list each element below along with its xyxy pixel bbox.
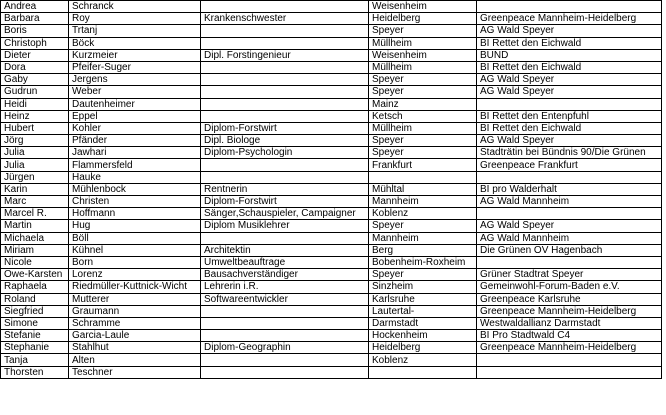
first-name-cell: Julia [1, 159, 69, 171]
table-row [1, 330, 662, 342]
table-row [1, 366, 662, 378]
last-name-cell: Hug [69, 220, 201, 232]
table-row [1, 354, 662, 366]
last-name-cell: Pfeifer-Suger [69, 61, 201, 73]
organization-cell: Stadträtin bei Bündnis 90/Die Grünen [477, 147, 662, 159]
profession-cell [201, 98, 369, 110]
profession-cell: Architektin [201, 244, 369, 256]
profession-cell [201, 61, 369, 73]
profession-cell [201, 159, 369, 171]
organization-cell: BI Pro Stadtwald C4 [477, 330, 662, 342]
city-cell: Speyer [369, 147, 477, 159]
city-cell: Koblenz [369, 208, 477, 220]
first-name-cell: Jürgen [1, 171, 69, 183]
profession-cell: Dipl. Biologe [201, 135, 369, 147]
last-name-cell: Christen [69, 196, 201, 208]
organization-cell: BI Rettet den Entenpfuhl [477, 110, 662, 122]
table-row [1, 110, 662, 122]
table-row [1, 25, 662, 37]
last-name-cell: Born [69, 256, 201, 268]
last-name-cell: Alten [69, 354, 201, 366]
last-name-cell: Stahlhut [69, 342, 201, 354]
first-name-cell: Julia [1, 147, 69, 159]
organization-cell [477, 366, 662, 378]
profession-cell: Bausachverständiger [201, 269, 369, 281]
profession-cell [201, 171, 369, 183]
profession-cell: Krankenschwester [201, 13, 369, 25]
last-name-cell: Garcia-Laule [69, 330, 201, 342]
city-cell: Speyer [369, 220, 477, 232]
profession-cell: Diplom Musiklehrer [201, 220, 369, 232]
last-name-cell: Eppel [69, 110, 201, 122]
city-cell: Speyer [369, 74, 477, 86]
table-row [1, 86, 662, 98]
organization-cell [477, 256, 662, 268]
first-name-cell: Miriam [1, 244, 69, 256]
first-name-cell: Heidi [1, 98, 69, 110]
last-name-cell: Mutterer [69, 293, 201, 305]
last-name-cell: Böck [69, 37, 201, 49]
first-name-cell: Stephanie [1, 342, 69, 354]
city-cell: Speyer [369, 86, 477, 98]
table-row [1, 74, 662, 86]
table-row [1, 37, 662, 49]
organization-cell: BI Rettet den Eichwald [477, 37, 662, 49]
profession-cell [201, 317, 369, 329]
table-row [1, 122, 662, 134]
city-cell: Darmstadt [369, 317, 477, 329]
last-name-cell: Jawhari [69, 147, 201, 159]
first-name-cell: Michaela [1, 232, 69, 244]
table-row [1, 208, 662, 220]
last-name-cell: Kohler [69, 122, 201, 134]
table-row [1, 147, 662, 159]
profession-cell: Umweltbeauftrage [201, 256, 369, 268]
table-row [1, 305, 662, 317]
first-name-cell: Marcel R. [1, 208, 69, 220]
organization-cell: AG Wald Speyer [477, 135, 662, 147]
table-row [1, 281, 662, 293]
city-cell: Berg [369, 244, 477, 256]
table-row [1, 49, 662, 61]
last-name-cell: Hauke [69, 171, 201, 183]
organization-cell: Grüner Stadtrat Speyer [477, 269, 662, 281]
city-cell: Sinzheim [369, 281, 477, 293]
organization-cell: Greenpeace Mannheim-Heidelberg [477, 13, 662, 25]
profession-cell: Rentnerin [201, 183, 369, 195]
first-name-cell: Dieter [1, 49, 69, 61]
profession-cell [201, 366, 369, 378]
last-name-cell: Hoffmann [69, 208, 201, 220]
first-name-cell: Hubert [1, 122, 69, 134]
first-name-cell: Simone [1, 317, 69, 329]
organization-cell [477, 1, 662, 13]
last-name-cell: Pfänder [69, 135, 201, 147]
table-row [1, 196, 662, 208]
organization-cell: Gemeinwohl-Forum-Baden e.V. [477, 281, 662, 293]
table-body [1, 1, 662, 379]
city-cell: Ketsch [369, 110, 477, 122]
city-cell: Speyer [369, 25, 477, 37]
city-cell: Mannheim [369, 196, 477, 208]
table-row [1, 244, 662, 256]
city-cell: Lautertal- [369, 305, 477, 317]
last-name-cell: Lorenz [69, 269, 201, 281]
city-cell [369, 171, 477, 183]
city-cell: Frankfurt [369, 159, 477, 171]
organization-cell [477, 171, 662, 183]
first-name-cell: Nicole [1, 256, 69, 268]
organization-cell: Greenpeace Mannheim-Heidelberg [477, 342, 662, 354]
city-cell: Karlsruhe [369, 293, 477, 305]
last-name-cell: Kühnel [69, 244, 201, 256]
profession-cell: Sänger,Schauspieler, Campaigner [201, 208, 369, 220]
last-name-cell: Teschner [69, 366, 201, 378]
table-row [1, 232, 662, 244]
first-name-cell: Owe-Karsten [1, 269, 69, 281]
organization-cell [477, 354, 662, 366]
city-cell: Müllheim [369, 122, 477, 134]
last-name-cell: Weber [69, 86, 201, 98]
table-row [1, 293, 662, 305]
last-name-cell: Trtanj [69, 25, 201, 37]
profession-cell: Diplom-Psychologin [201, 147, 369, 159]
table-row [1, 1, 662, 13]
first-name-cell: Siegfried [1, 305, 69, 317]
city-cell: Heidelberg [369, 342, 477, 354]
city-cell: Weisenheim [369, 49, 477, 61]
profession-cell [201, 74, 369, 86]
organization-cell: AG Wald Speyer [477, 86, 662, 98]
organization-cell: Westwaldallianz Darmstadt [477, 317, 662, 329]
organization-cell: AG Wald Speyer [477, 220, 662, 232]
profession-cell [201, 25, 369, 37]
first-name-cell: Christoph [1, 37, 69, 49]
profession-cell [201, 1, 369, 13]
profession-cell [201, 37, 369, 49]
first-name-cell: Stefanie [1, 330, 69, 342]
first-name-cell: Dora [1, 61, 69, 73]
first-name-cell: Gudrun [1, 86, 69, 98]
table-row [1, 317, 662, 329]
city-cell: Speyer [369, 135, 477, 147]
last-name-cell: Riedmüller-Kuttnick-Wicht [69, 281, 201, 293]
city-cell: Mühltal [369, 183, 477, 195]
table-row [1, 135, 662, 147]
organization-cell: BI Rettet den Eichwald [477, 122, 662, 134]
table-row [1, 98, 662, 110]
profession-cell [201, 354, 369, 366]
first-name-cell: Gaby [1, 74, 69, 86]
last-name-cell: Schranck [69, 1, 201, 13]
last-name-cell: Kurzmeier [69, 49, 201, 61]
organization-cell: Die Grünen OV Hagenbach [477, 244, 662, 256]
city-cell: Hockenheim [369, 330, 477, 342]
last-name-cell: Flammersfeld [69, 159, 201, 171]
last-name-cell: Graumann [69, 305, 201, 317]
city-cell: Bobenheim-Roxheim [369, 256, 477, 268]
first-name-cell: Marc [1, 196, 69, 208]
table-row [1, 171, 662, 183]
table-row [1, 269, 662, 281]
organization-cell [477, 208, 662, 220]
table-row [1, 342, 662, 354]
city-cell [369, 366, 477, 378]
first-name-cell: Barbara [1, 13, 69, 25]
first-name-cell: Karin [1, 183, 69, 195]
city-cell: Speyer [369, 269, 477, 281]
last-name-cell: Böll [69, 232, 201, 244]
organization-cell: AG Wald Speyer [477, 25, 662, 37]
organization-cell: AG Wald Mannheim [477, 232, 662, 244]
profession-cell: Diplom-Forstwirt [201, 196, 369, 208]
profession-cell [201, 305, 369, 317]
city-cell: Müllheim [369, 61, 477, 73]
profession-cell [201, 86, 369, 98]
table-row [1, 183, 662, 195]
organization-cell: Greenpeace Frankfurt [477, 159, 662, 171]
first-name-cell: Andrea [1, 1, 69, 13]
last-name-cell: Schramme [69, 317, 201, 329]
first-name-cell: Raphaela [1, 281, 69, 293]
last-name-cell: Roy [69, 13, 201, 25]
first-name-cell: Boris [1, 25, 69, 37]
city-cell: Mannheim [369, 232, 477, 244]
last-name-cell: Jergens [69, 74, 201, 86]
profession-cell: Lehrerin i.R. [201, 281, 369, 293]
organization-cell [477, 98, 662, 110]
table-row [1, 61, 662, 73]
table-row [1, 13, 662, 25]
organization-cell: AG Wald Mannheim [477, 196, 662, 208]
organization-cell: BI Rettet den Eichwald [477, 61, 662, 73]
table-row [1, 256, 662, 268]
first-name-cell: Roland [1, 293, 69, 305]
first-name-cell: Thorsten [1, 366, 69, 378]
first-name-cell: Heinz [1, 110, 69, 122]
profession-cell [201, 110, 369, 122]
city-cell: Heidelberg [369, 13, 477, 25]
table-row [1, 220, 662, 232]
organization-cell: Greenpeace Mannheim-Heidelberg [477, 305, 662, 317]
first-name-cell: Jörg [1, 135, 69, 147]
profession-cell: Diplom-Forstwirt [201, 122, 369, 134]
organization-cell: AG Wald Speyer [477, 74, 662, 86]
city-cell: Müllheim [369, 37, 477, 49]
profession-cell: Diplom-Geographin [201, 342, 369, 354]
city-cell: Weisenheim [369, 1, 477, 13]
table-row [1, 159, 662, 171]
first-name-cell: Martin [1, 220, 69, 232]
organization-cell: Greenpeace Karlsruhe [477, 293, 662, 305]
organization-cell: BI pro Walderhalt [477, 183, 662, 195]
profession-cell: Dipl. Forstingenieur [201, 49, 369, 61]
last-name-cell: Dautenheimer [69, 98, 201, 110]
profession-cell: Softwareentwickler [201, 293, 369, 305]
organization-cell: BUND [477, 49, 662, 61]
profession-cell [201, 232, 369, 244]
first-name-cell: Tanja [1, 354, 69, 366]
last-name-cell: Mühlenbock [69, 183, 201, 195]
city-cell: Mainz [369, 98, 477, 110]
city-cell: Koblenz [369, 354, 477, 366]
profession-cell [201, 330, 369, 342]
